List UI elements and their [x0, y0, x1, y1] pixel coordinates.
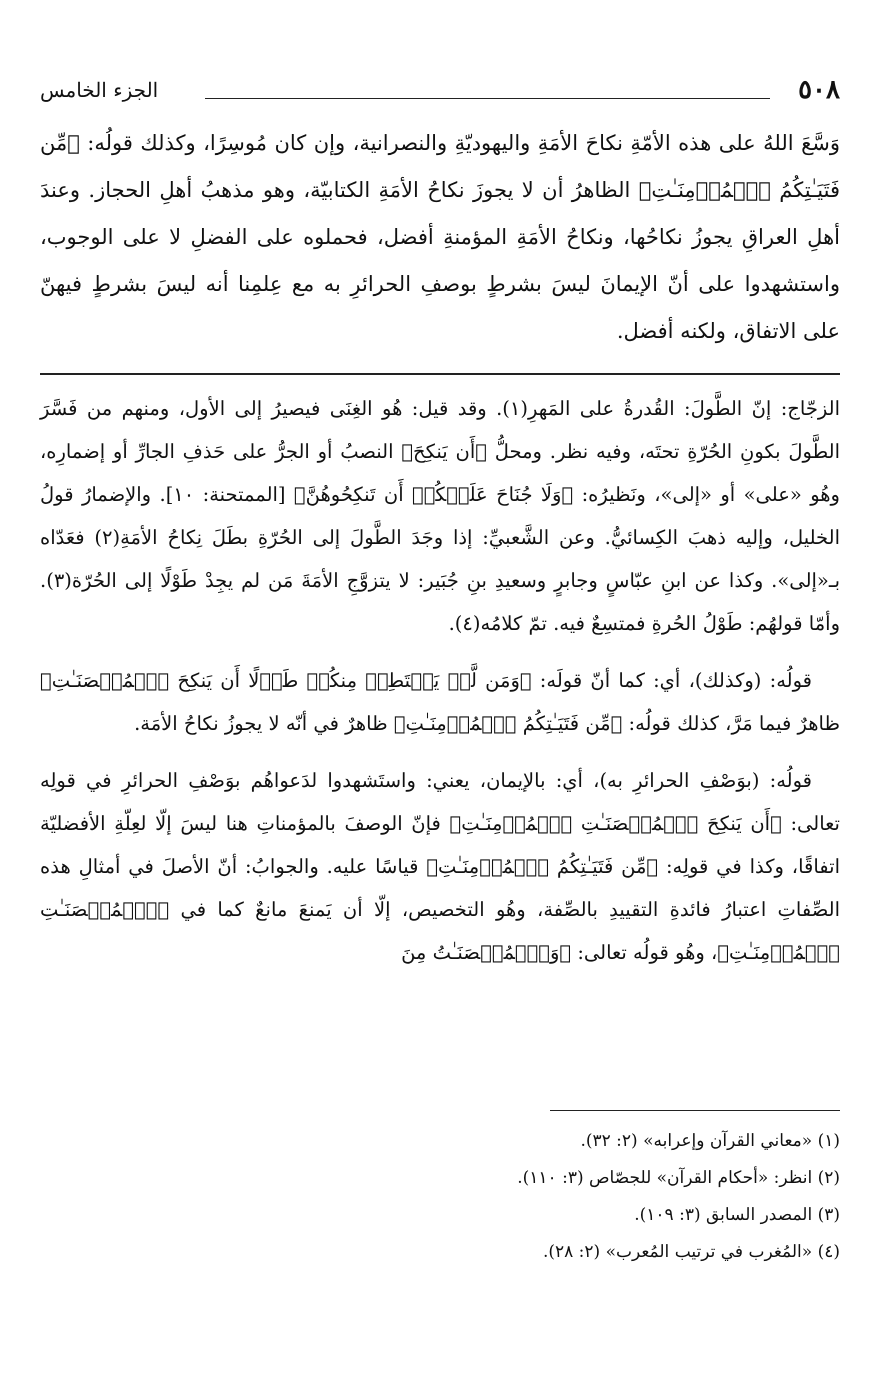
- commentary-block: [40, 387, 840, 974]
- commentary-paragraph: قولُه: (وكذلك)، أي: كما أنّ قولَه: ﴿وَمَن لَّمۡ يَسۡتَطِعۡ مِنكُمۡ طَوۡلًا أَن يَنكِحَ ٱلۡمُحۡصَنَـٰتِ﴾ ظاهرٌ فيما مَرَّ، كذلك قولُه: ﴿مِّن فَتَيَـٰتِكُمُ ٱلۡمُؤۡمِنَـٰتِ﴾ ظاهرٌ في أنّه لا يجوزُ نكاحُ الأمَة.: [40, 669, 840, 735]
- page-header: [40, 70, 840, 110]
- main-paragraph: وَسَّعَ اللهُ على هذه الأمّةِ نكاحَ الأمَةِ واليهوديّةِ والنصرانية، وإن كان مُوسِرًا، وكذلك قولُه: ﴿مِّن فَتَيَـٰتِكُمُ ٱلۡمُؤۡمِنَـٰتِ﴾ الظاهرُ أن لا يجوزَ نكاحُ الأمَةِ الكتابيّة، وهو مذهبُ أهلِ الحجاز. وعندَ أهلِ العراقِ يجوزُ نكاحُها، ونكاحُ الأمَةِ المؤمنةِ أفضل، فحملوه على الفضلِ لا على الوجوب، واستشهدوا على أنّ الإيمانَ ليسَ بشرطٍ بوصفِ الحرائرِ به مع عِلمِنا أنه ليسَ بشرطٍ فيهنّ على الاتفاق، ولكنه أفضل.: [40, 131, 840, 343]
- commentary-paragraph: الزجّاج: إنّ الطَّولَ: القُدرةُ على المَهرِ(١). وقد قيل: هُو الغِنَى فيصيرُ إلى الأول، ومنهم من فَسَّرَ الطَّولَ بكونِ الحُرّةِ تحتَه، وفيه نظر. ومحلُّ ﴿أَن يَنكِحَ﴾ النصبُ أو الجرُّ على حَذفِ الجارِّ أو إضمارِه، وهُو «على» أو «إلى»، ونَظيرُه: ﴿وَلَا جُنَاحَ عَلَيۡكُمۡ أَن تَنكِحُوهُنَّ﴾ [الممتحنة: ١٠]. والإضمارُ قولُ الخليل، وإليه ذهبَ الكِسائيُّ. وعن الشَّعبيِّ: إذا وجَدَ الطَّولَ إلى الحُرّةِ بطَلَ نِكاحُ الأمَةِ(٢) فعَدّاه بـ«إلى». وكذا عن ابنِ عبّاسٍ وجابرٍ وسعيدِ بنِ جُبَير: لا يتزوَّجِ الأمَةَ مَن لم يجِدْ طَوْلًا إلى الحُرّة(٣). وأمّا قولهُم: طَوْلُ الحُرةِ فمتسِعٌ فيه. تمّ كلامُه(٤).: [40, 397, 840, 635]
- header-rule: [205, 98, 770, 99]
- footnotes: [40, 1110, 840, 1271]
- footnote-item: (١) «معاني القرآن وإعرابه» (٢: ٣٢).: [580, 1131, 840, 1151]
- part-title: الجزء الخامس: [40, 78, 159, 102]
- footnote-item: (٣) المصدر السابق (٣: ١٠٩).: [634, 1205, 840, 1225]
- main-text-block: [40, 120, 840, 355]
- footnote-item: (٤) «المُغرب في ترتيب المُعرب» (٢: ٢٨).: [542, 1242, 840, 1262]
- page: [40, 70, 840, 988]
- section-divider: [40, 373, 840, 375]
- page-number: ٥٠٨: [798, 75, 840, 105]
- commentary-paragraph: قولُه: (بوَصْفِ الحرائرِ به)، أي: بالإيمان، يعني: واستَشهدوا لدَعواهُم بوَصْفِ الحرائرِ في قولِه تعالى: ﴿أَن يَنكِحَ ٱلۡمُحۡصَنَـٰتِ ٱلۡمُؤۡمِنَـٰتِ﴾ فإنّ الوصفَ بالمؤمناتِ هنا ليسَ إلّا لعِلّةِ الأفضليّة اتفاقًا، وكذا في قولِه: ﴿مِّن فَتَيَـٰتِكُمُ ٱلۡمُؤۡمِنَـٰتِ﴾ قياسًا عليه. والجوابُ: أنّ الأصلَ في أمثالِ هذه الصِّفاتِ اعتبارُ فائدةِ التقييدِ بالصِّفة، وهُو التخصيص، إلّا أن يَمنعَ مانعٌ كما في ﴿ٱلۡمُحۡصَنَـٰتِ ٱلۡمُؤۡمِنَـٰتِ﴾، وهُو قولُه تعالى: ﴿وَٱلۡمُحۡصَنَـٰتُ مِنَ: [40, 769, 840, 964]
- footnote-rule: [550, 1110, 840, 1111]
- footnote-item: (٢) انظر: «أحكام القرآن» للجصّاص (٣: ١١٠).: [517, 1168, 840, 1188]
